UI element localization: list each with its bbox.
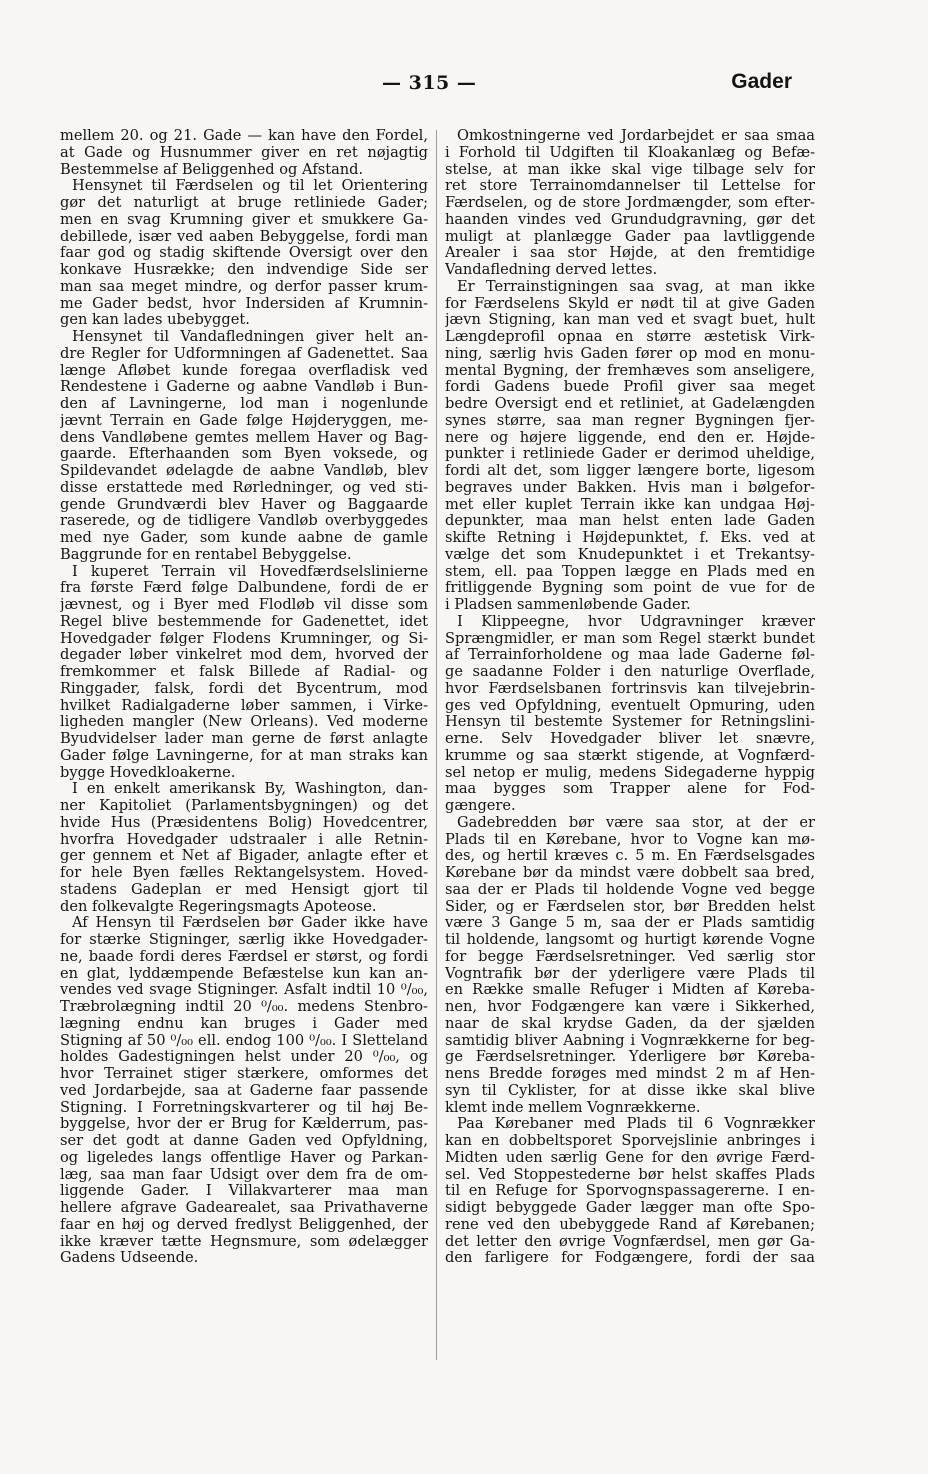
column-divider	[436, 130, 437, 1360]
text-line: hvor Færdselsbanen fortrinsvis kan tilvejebrin-	[445, 680, 815, 697]
running-head: Gader	[731, 70, 792, 93]
text-line: med nye Gader, som kunde aabne de gamle	[60, 530, 428, 546]
text-line: Gadens Udseende.	[60, 1250, 199, 1267]
text-line: erne. Selv Hovedgader bliver let snævre,	[445, 731, 815, 747]
text-line: Træbrolægning indtil 20 ⁰/₀₀. medens Stenbro-	[60, 999, 428, 1015]
text-line: gør det naturligt at bruge retliniede Gader;	[60, 195, 428, 211]
text-line: I kuperet Terrain vil Hovedfærdselslinierne	[72, 563, 428, 580]
text-line: synes større, saa man regner Bygningen fjer-	[445, 412, 815, 429]
text-line: hellere afgrave Gadearealet, saa Privathaverne	[60, 1200, 428, 1216]
text-line: Regel blive bestemmende for Gadenettet, idet	[60, 613, 428, 630]
text-line: jævn Stigning, kan man ved et svagt buet, hult	[445, 312, 815, 329]
page-number: — 315 —	[382, 72, 477, 94]
page-header	[0, 70, 928, 100]
text-line: met eller kuplet Terrain ikke kan undgaa Høj-	[445, 496, 815, 513]
text-line: en Række smalle Refuger i Midten af Køreba-	[445, 982, 815, 999]
text-line: ger gennem et Net af Bigader, anlagte efter et	[60, 848, 428, 865]
text-line: ge Færdselsretninger. Yderligere bør Køreba-	[445, 1049, 815, 1066]
text-line: Sider, og er Færdselen stor, bør Bredden helst	[445, 898, 815, 915]
text-line: jævnt Terrain en Gade følge Højderyggen, me-	[60, 412, 428, 429]
text-line: klemt inde mellem Vognrækkerne.	[445, 1099, 701, 1116]
text-line: gen kan lades ubebygget.	[60, 312, 250, 329]
text-line: Plads til en Kørebane, hvor to Vogne kan mø-	[445, 831, 815, 848]
text-line: gaarde. Efterhaanden som Byen voksede, og	[60, 446, 428, 463]
text-line: for Færdselens Skyld er nødt til at give Gaden	[445, 295, 815, 312]
text-line: dens Vandløbene gemtes mellem Haver og Bag-	[60, 429, 428, 446]
text-line: samtidig bliver Aabning i Vognrækkerne for beg-	[445, 1032, 815, 1049]
text-line: jævnest, og i Byer med Flodløb vil disse som	[60, 597, 428, 613]
text-line: Hovedgader følger Flodens Krumninger, og Si-	[60, 630, 428, 647]
text-line: men en svag Krumning giver et smukkere Ga-	[60, 211, 428, 228]
text-line: faar en høj og derved fredlyst Beliggenhed, der	[60, 1216, 428, 1233]
text-line: fremkommer et falsk Billede af Radial- og	[60, 664, 428, 680]
text-line: byggelse, hvor der er Brug for Kælderrum, pas-	[60, 1116, 428, 1133]
text-line: ner Kapitoliet (Parlamentsbygningen) og det	[60, 798, 428, 814]
text-line: fritliggende Bygning som point de vue for de	[445, 580, 815, 597]
text-line: ne, baade fordi deres Færdsel er størst, og fordi	[60, 948, 428, 965]
text-line: maa bygges som Trapper alene for Fod-	[445, 781, 815, 798]
text-line: Omkostningerne ved Jordarbejdet er saa smaa	[457, 128, 815, 144]
text-line: me Gader bedst, hvor Indersiden af Krumnin-	[60, 295, 428, 312]
text-line: nere og højere liggende, end den er. Højde-	[445, 429, 815, 446]
text-line: Rendestene i Gaderne og aabne Vandløb i Bun-	[60, 379, 428, 396]
text-line: Stigning af 50 ⁰/₀₀ ell. endog 100 ⁰/₀₀. I Sletteland	[60, 1032, 428, 1049]
text-line: fordi alt det, som ligger længere borte, ligesom	[445, 463, 815, 479]
text-line: des, og hertil kræves c. 5 m. En Færdselsgades	[445, 848, 815, 865]
text-line: faar god og stadig skiftende Oversigt over den	[60, 245, 428, 262]
text-line: Kørebane bør da mindst være dobbelt saa bred,	[445, 865, 815, 881]
text-line: I Klippeegne, hvor Udgravninger kræver	[457, 613, 815, 630]
text-line: længe Afløbet kunde foregaa overfladisk ved	[60, 362, 428, 379]
text-line: holdes Gadestigningen helst under 20 ⁰/₀₀, og	[60, 1049, 428, 1066]
text-line: begraves under Bakken. Hvis man i bølgefor-	[445, 479, 815, 496]
text-line: den farligere for Fodgængere, fordi der saa	[445, 1250, 815, 1267]
text-line: konkave Husrække; den indvendige Side ser	[60, 262, 428, 278]
text-line: kan en dobbeltsporet Sporvejslinie anbringes i	[445, 1133, 815, 1149]
text-line: ser det godt at danne Gaden ved Opfyldning,	[60, 1133, 428, 1149]
text-line: ges ved Opfyldning, eventuelt Opmuring, uden	[445, 697, 815, 714]
text-line: være 3 Gange 5 m, saa der er Plads samtidig	[445, 915, 815, 932]
text-line: Gadebredden bør være saa stor, at der er	[457, 814, 815, 831]
text-line: for hele Byen fælles Rektangelsystem. Hoved-	[60, 865, 428, 881]
text-line: den af Lavningerne, lod man i nogenlunde	[60, 396, 428, 412]
text-line: nen, hvor Fodgængere kan være i Sikkerhed,	[445, 999, 815, 1015]
text-line: I en enkelt amerikansk By, Washington, dan-	[72, 781, 428, 798]
text-line: haanden vindes ved Grundudgravning, gør det	[445, 211, 815, 228]
text-line: Bestemmelse af Beliggenhed og Afstand.	[60, 161, 364, 178]
text-line: Arealer i saa stor Højde, at den fremtidige	[445, 245, 815, 262]
text-line: i Forhold til Udgiften til Kloakanlæg og Befæ-	[445, 144, 815, 161]
text-line: nens Bredde forøges med mindst 2 m af Hen-	[445, 1066, 815, 1082]
text-line: raserede, og de tidligere Vandløb overbyggedes	[60, 513, 428, 530]
text-line: lægning endnu kan bruges i Gader med	[60, 1015, 428, 1032]
text-line: Vandafledning derved lettes.	[445, 262, 658, 278]
text-line: liggende Gader. I Villakvarterer maa man	[60, 1183, 428, 1200]
text-line: at Gade og Husnummer giver en ret nøjagtig	[60, 144, 428, 161]
text-line: Byudvidelser lader man gerne de først anlagte	[60, 731, 428, 747]
text-line: debillede, især ved aaben Bebyggelse, fordi man	[60, 228, 428, 245]
text-line: af Terrainforholdene og maa lade Gaderne føl-	[445, 647, 815, 664]
text-line: en glat, lyddæmpende Befæstelse kun kan an-	[60, 965, 428, 982]
text-line: mellem 20. og 21. Gade — kan have den Fordel,	[60, 128, 428, 144]
right-column	[445, 128, 815, 1267]
left-column	[60, 128, 428, 1267]
text-line: Sprængmidler, er man som Regel stærkt bundet	[445, 630, 815, 647]
text-line: fordi Gadens buede Profil giver saa meget	[445, 379, 815, 396]
text-line: Gader følge Lavningerne, for at man straks kan	[60, 747, 428, 764]
text-line: krumme og saa stærkt stigende, at Vognfærd-	[445, 747, 815, 764]
text-line: til holdende, langsomt og hurtigt kørende Vogne	[445, 932, 815, 948]
text-line: sel. Ved Stoppestederne bør helst skaffes Plads	[445, 1166, 815, 1183]
text-line: ligheden mangler (New Orleans). Ved moderne	[60, 714, 428, 731]
text-line: vælge det som Knudepunktet i et Trekantsy-	[445, 546, 815, 563]
text-line: og ligeledes langs offentlige Haver og Parkan-	[60, 1149, 428, 1166]
text-line: Færdselen, og de store Jordmængder, som efter-	[445, 195, 815, 211]
text-line: bygge Hovedkloakerne.	[60, 764, 236, 781]
text-line: Spildevandet ødelagde de aabne Vandløb, blev	[60, 463, 428, 479]
text-line: Af Hensyn til Færdselen bør Gader ikke have	[72, 915, 428, 932]
text-line: Stigning. I Forretningskvarterer og til høj Be-	[60, 1099, 428, 1116]
text-line: dre Regler for Udformningen af Gadenettet. Saa	[60, 345, 428, 362]
text-line: stem, ell. paa Toppen lægge en Plads med en	[445, 563, 815, 580]
text-line: depunkter, maa man helst enten lade Gaden	[445, 513, 815, 530]
text-line: ret store Terrainomdannelser til Lettelse for	[445, 178, 815, 195]
text-line: Hensynet til Vandafledningen giver helt an-	[72, 329, 428, 345]
text-line: bedre Oversigt end et retliniet, at Gadelængden	[445, 396, 815, 412]
text-line: ved Jordarbejde, saa at Gaderne faar passende	[60, 1082, 428, 1099]
text-line: Hensynet til Færdselen og til let Orientering	[72, 178, 428, 195]
text-line: fra første Færd følge Dalbundene, fordi de er	[60, 580, 428, 597]
text-line: saa der er Plads til holdende Vogne ved begge	[445, 881, 815, 898]
text-line: ikke kræver tætte Hegnsmure, som ødelægger	[60, 1233, 428, 1250]
text-line: Ringgader, falsk, fordi det Bycentrum, mod	[60, 680, 428, 697]
text-line: hvilket Radialgaderne løber sammen, i Virke-	[60, 697, 428, 714]
text-line: muligt at planlægge Gader paa lavtliggende	[445, 228, 815, 245]
text-line: disse erstattede med Rørledninger, og ved sti-	[60, 479, 428, 496]
text-line: stadens Gadeplan er med Hensigt gjort til	[60, 881, 428, 898]
text-line: punkter i retliniede Gader er derimod uheldige,	[445, 446, 815, 463]
text-line: sel netop er mulig, medens Sidegaderne hyppig	[445, 764, 815, 781]
text-line: hvide Hus (Præsidentens Bolig) Hovedcentrer,	[60, 814, 428, 831]
text-line: man saa meget mindre, og derfor passer krum-	[60, 278, 428, 295]
text-line: vendes ved svage Stigninger. Asfalt indtil 10 ⁰/₀₀,	[60, 982, 428, 999]
text-line: Paa Kørebaner med Plads til 6 Vognrækker	[457, 1116, 815, 1133]
text-line: Er Terrainstigningen saa svag, at man ikke	[457, 278, 815, 295]
text-line: sidigt bebyggede Gader lægger man ofte Spo-	[445, 1200, 815, 1216]
text-line: naar de skal krydse Gaden, da der sjælden	[445, 1015, 815, 1032]
text-line: Vogntrafik bør der yderligere være Plads til	[445, 965, 815, 982]
text-line: Hensyn til bestemte Systemer for Retningslini-	[445, 714, 815, 731]
text-line: Baggrunde for en rentabel Bebyggelse.	[60, 546, 352, 563]
text-line: stelse, at man ikke skal vige tilbage selv for	[445, 161, 815, 178]
text-line: i Pladsen sammenløbende Gader.	[445, 597, 691, 613]
text-line: for stærke Stigninger, særlig ikke Hovedgader-	[60, 932, 428, 948]
text-line: gende Grundværdi blev Haver og Baggaarde	[60, 496, 428, 513]
text-line: for begge Færdselsretninger. Ved særlig stor	[445, 948, 815, 965]
text-line: degader løber vinkelret mod dem, hvorved der	[60, 647, 428, 664]
text-line: Midten uden særlig Gene for den øvrige Færd-	[445, 1149, 815, 1166]
text-line: rene ved den ubebyggede Rand af Kørebanen;	[445, 1216, 815, 1233]
text-line: til en Refuge for Sporvognspassagererne. I en-	[445, 1183, 815, 1200]
text-line: Længdeprofil opnaa en større æstetisk Virk-	[445, 329, 815, 345]
text-line: mental Bygning, der fremhæves som anseligere,	[445, 362, 815, 379]
text-line: det letter den øvrige Vognfærdsel, men gør Ga-	[445, 1233, 815, 1250]
text-line: gængere.	[445, 798, 516, 814]
text-line: læg, saa man faar Udsigt over dem fra de om-	[60, 1166, 428, 1183]
text-line: syn til Cyklister, for at disse ikke skal blive	[445, 1082, 815, 1099]
text-line: hvor Terrainet stiger stærkere, omformes det	[60, 1066, 428, 1082]
text-line: hvorfra Hovedgader udstraaler i alle Retnin-	[60, 831, 428, 848]
text-line: ning, særlig hvis Gaden fører op mod en monu-	[445, 345, 815, 362]
text-line: skifte Retning i Højdepunktet, f. Eks. ved at	[445, 530, 815, 546]
text-line: ge saadanne Folder i den naturlige Overflade,	[445, 664, 815, 680]
text-line: den folkevalgte Regeringsmagts Apoteose.	[60, 898, 377, 915]
